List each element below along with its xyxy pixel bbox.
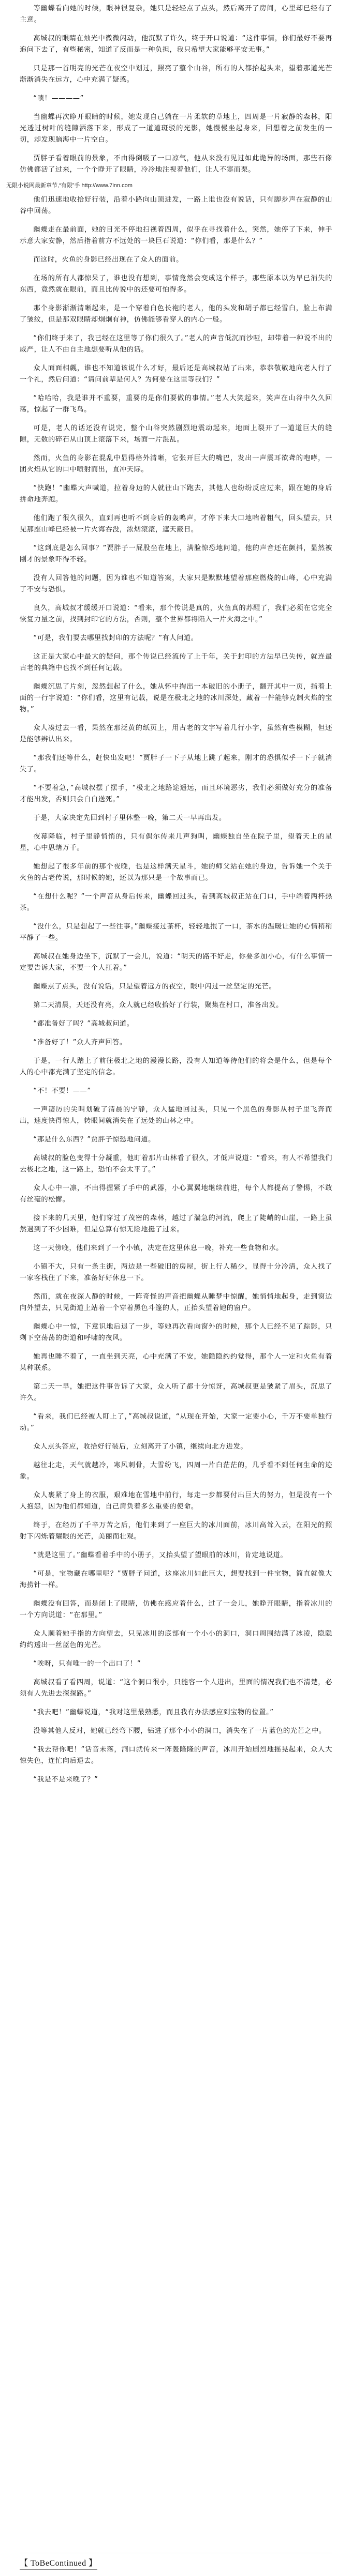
paragraph: 众人面面相觑，谁也不知道该说什么才好，最后还是高城叔站了出来，恭恭敬敬地向老人行了一个礼，然后问道：“请问前辈是何人？为何要在这里等我们？” [20,364,332,384]
paragraph: 众人凑过去一看，果然在那泛黄的纸页上，用古老的文字写着几行小字，虽然有些模糊，但还是能够辨认出来。 [20,724,332,743]
paragraph: 高城叔在她身边坐下，沉默了一会儿，说道：“明天的路不好走，你要多加小心，有什么事情一定要告诉大家，不要一个人扛着。” [20,953,332,972]
paragraph: 幽蝶点了点头，没有说话，只是望着远方的夜空，眼中闪过一丝坚定的光芒。 [33,983,276,990]
paragraph: 接下来的几天里，他们穿过了茂密的森林，越过了湍急的河流，爬上了陡峭的山崖，一路上虽然遇到了不少困难，但是总算有惊无险地挺了过来。 [20,1214,332,1233]
paragraph: “这到底是怎么回事？”贾胖子一屁股坐在地上，满脸惊恐地问道，他的声音还在颤抖，显然被刚才的景象吓得不轻。 [20,544,332,563]
paragraph: “啧！————” [33,95,84,102]
paragraph: 而这时，火鱼的身影已经出现在了众人的面前。 [33,256,183,264]
paragraph: 高城叔的眼睛在烛光中微微闪动，他沉默了许久，终于开口说道：“这件事情，你们最好不要再追问下去了，有些秘密，知道了反而是一种负担，我只希望大家能够平安无事。” [20,35,332,54]
paragraph: 然而，就在夜深人静的时候，一阵奇怪的声音把幽蝶从睡梦中惊醒，她悄悄地起身，走到窗边向外望去，只见街道上站着一个穿着黑色斗篷的人，正抬头望着她的窗户。 [20,1293,332,1312]
paragraph: 然而，火鱼的身影在混乱中显得格外清晰，它张开巨大的嘴巴，发出一声震耳欲聋的咆哮，一团火焰从它的口中喷射而出，直冲天际。 [20,454,332,474]
paragraph: 那个身影渐渐清晰起来，是一个穿着白色长袍的老人，他的头发和胡子都已经雪白，脸上布满了皱纹，但是那双眼睛却炯炯有神，仿佛能够看穿人的内心一般。 [20,304,332,324]
paragraph: 她再也睡不着了，一直坐到天亮，心中充满了不安，她隐隐约约觉得，那个人一定和火鱼有着某种联系。 [20,1353,332,1372]
paragraph: 等幽蝶看向她的时候，眼神很复杂，她只是轻轻点了点头，然后离开了房间，心里却已经有了主意。 [20,5,332,24]
paragraph: “不要着急，”高城叔摆了摆手，“极北之地路途遥远，而且环境恶劣，我们必须做好充分的准备才能出发，否则只会白白送死。” [20,784,332,803]
paragraph: 高城叔的脸色变得十分凝重，他盯着那片山林看了很久，才低声说道：“看来，有人不希望我们去极北之地，这一路上，恐怕不会太平了。” [20,1154,332,1173]
paragraph: 幽蝶走在最前面，她的目光不停地扫视着四周，似乎在寻找着什么，突然，她停了下来，伸手示意大家安静，然后指着前方不远处的一块巨石说道：“你们看，那是什么？” [20,226,332,245]
paragraph: “不！不要！——” [33,1087,91,1095]
paragraph: “快跑！”幽蝶大声喊道，拉着身边的人就往山下跑去，其他人也纷纷反应过来，跟在她的身后拼命地奔跑。 [20,484,332,504]
paragraph: 越往北走，天气就越冷，寒风刺骨，大雪纷飞，四周一片白茫茫的，几乎看不到任何生命的迹象。 [20,1461,332,1481]
paragraph: “我去帮你吧！”话音未落，洞口就传来一阵轰隆隆的声音，冰川开始剧烈地摇晃起来，众人大惊失色，连忙向后退去。 [20,1746,332,1765]
paragraph: “可是，宝物藏在哪里呢？”贾胖子问道，这座冰川如此巨大，想要找到一件宝物，简直就像大海捞针一样。 [20,1570,332,1589]
paragraph: “看来，我们已经被人盯上了，”高城叔说道，“从现在开始，大家一定要小心，千万不要单独行动。” [20,1413,332,1432]
paragraph: 当幽蝶再次睁开眼睛的时候，她发现自己躺在一片柔软的草地上，四周是一片寂静的森林，阳光透过树叶的缝隙洒落下来，形成了一道道斑驳的光影，她慢慢坐起身来，回想着之前发生的一切，却发现脑海中一片空白。 [20,113,332,144]
paragraph: “可是，我们要去哪里找封印的方法呢？”有人问道。 [33,634,198,642]
paragraph: 良久，高城叔才缓缓开口说道：“看来，那个传说是真的，火鱼真的苏醒了，我们必须在它完全恢复力量之前，找到封印它的方法，否则，整个世界都将陷入一片火海之中。” [20,604,332,623]
paragraph: 这正是大家心中最大的疑问，那个传说已经流传了上千年，关于封印的方法早已失传，就连最古老的典籍中也找不到任何记载。 [20,653,332,672]
paragraph: 小镇不大，只有一条主街，两边是一些破旧的房屋，街上行人稀少，显得十分冷清，众人找了一家客栈住了下来，准备好好休息一下。 [20,1263,332,1282]
paragraph: 于是，大家决定先回到村子里休整一晚，第二天一早再出发。 [33,814,226,822]
paragraph: “在想什么呢？”一个声音从身后传来，幽蝶回过头，看到高城叔正站在门口，手中端着两杯热茶。 [20,893,332,912]
paragraph: “就是这里了。”幽蝶看着手中的小册子，又抬头望了望眼前的冰川，肯定地说道。 [33,1551,288,1559]
paragraph: 众人顺着她手指的方向望去，只见冰川的底部有一个小小的洞口，洞口周围结满了冰凌，隐隐约约透出一丝蓝色的光芒。 [20,1630,332,1649]
paragraph: “准备好了！”众人齐声回答。 [33,1039,127,1046]
paragraph: 他们迅速地收拾好行装，沿着小路向山顶进发，一路上谁也没有说话，只有脚步声在寂静的山谷中回荡。 [20,196,332,215]
paragraph: 可是，老人的话还没有说完，整个山谷突然剧烈地震动起来，地面上裂开了一道道巨大的缝隙，无数的碎石从山顶上滚落下来，场面一片混乱。 [20,424,332,444]
paragraph: 他们跑了很久很久，直到再也听不到身后的轰鸣声，才停下来大口地喘着粗气，回头望去，只见那座山峰已经被一片火海吞没，浓烟滚滚，遮天蔽日。 [20,514,332,534]
paragraph: 这一天傍晚，他们来到了一个小镇，决定在这里休息一晚，补充一些食物和水。 [33,1244,283,1252]
site-watermark-link[interactable]: 无限小说网最新章节,“有限”手 http://www.7inn.com [6,182,133,189]
paragraph: “你们终于来了，我已经在这里等了你们很久了。”老人的声音低沉而沙哑，却带着一种说不出的威严，让人不由自主地想要听从他的话。 [20,334,332,354]
paragraph: “那我们还等什么，赶快出发吧！”贾胖子一下子从地上跳了起来，刚才的恐惧似乎一下子就消失了。 [20,754,332,773]
paragraph: 只是那一首明亮的光芒在夜空中划过，照亮了整个山谷，所有的人都抬起头来，望着那道光芒渐渐消失在远方，心中充满了疑惑。 [20,65,332,84]
paragraph: “没什么，只是想起了一些往事。”幽蝶接过茶杯，轻轻地抿了一口，茶水的温暖让她的心情稍稍平静了一些。 [20,923,332,942]
chapter-body [6,3,332,1793]
paragraph: “唉呀，只有唯一的一个出口了！” [33,1660,141,1668]
paragraph: “都准备好了吗？”高城叔问道。 [33,1020,134,1028]
paragraph: 于是，一行人踏上了前往极北之地的漫漫长路，没有人知道等待他们的将会是什么，但是每个人的心中都充满了坚定的信念。 [20,1057,332,1076]
paragraph: 夜幕降临，村子里静悄悄的，只有偶尔传来几声狗叫，幽蝶独自坐在院子里，望着天上的星星，心中思绪万千。 [20,833,332,852]
paragraph: “我是不是来晚了？” [33,1776,98,1784]
paragraph: 众人裹紧了身上的衣服，艰难地在雪地中前行，每走一步都要付出巨大的努力，但是没有一个人抱怨，因为他们都知道，自己肩负着多么重要的使命。 [20,1491,332,1511]
paragraph: 在场的所有人都惊呆了，谁也没有想到，事情竟然会变成这个样子，那些原本以为早已消失的东西，竟然就在眼前，而且比传说中的还要可怕得多。 [20,275,332,294]
paragraph: 第二天清晨，天还没有亮，众人就已经收拾好了行装，聚集在村口，准备出发。 [33,1001,283,1009]
paragraph: 幽蝶沉思了片刻，忽然想起了什么，她从怀中掏出一本破旧的小册子，翻开其中一页，指着上面的一行字说道：“你们看，这里有记载，说是在极北之地的冰川深处，藏着一件能够克制火焰的宝物。” [20,683,332,713]
paragraph: 第二天一早，她把这件事告诉了大家，众人听了都十分惊讶，高城叔更是皱紧了眉头，沉思了许久。 [20,1383,332,1402]
paragraph: 没等其他人反对，她就已经弯下腰，钻进了那个小小的洞口，消失在了一片蓝色的光芒之中。 [33,1727,326,1735]
paragraph: 幽蝶没有回答，而是闭上了眼睛，仿佛在感应着什么，过了一会儿，她睁开眼睛，指着冰川的一个方向说道：“在那里。” [20,1600,332,1619]
paragraph: “那是什么东西？”贾胖子惊恐地问道。 [33,1136,155,1144]
paragraph: 没有人回答他的问题，因为谁也不知道答案，大家只是默默地望着那座燃烧的山峰，心中充满了不安与恐惧。 [20,574,332,593]
paragraph: 幽蝶心中一惊，下意识地后退了一步，等她再次看向窗外的时候，那个人已经不见了踪影，只剩下空荡荡的街道和呼啸的夜风。 [20,1323,332,1342]
paragraph: “我去吧！”幽蝶说道，“我对这里最熟悉，而且我有办法感应到宝物的位置。” [33,1709,274,1716]
paragraph: 高城叔看了看四周，说道：“这个洞口很小，只能容一个人进出，里面的情况我们也不清楚，必须有人先进去探探路。” [20,1679,332,1698]
paragraph: 她想起了很多年前的那个夜晚，也是这样满天星斗，她的师父站在她的身边，告诉她一个关于火鱼的古老传说，那时候的她，还以为那只是一个故事而已。 [20,863,332,882]
paragraph: 众人心中一凛，不由得握紧了手中的武器，小心翼翼地继续前进，每个人都提高了警惕，不敢有丝毫的松懈。 [20,1184,332,1203]
paragraph: 一声凄厉的尖叫划破了清晨的宁静，众人猛地回过头，只见一个黑色的身影从村子里飞奔而出，速度快得惊人，转眼间就消失在了远处的山林之中。 [20,1106,332,1125]
paragraph: “哈哈哈，我是谁并不重要，重要的是你们要做的事情。”老人大笑起来，笑声在山谷中久久回荡，惊起了一群飞鸟。 [20,394,332,414]
to-be-continued-label: 【 ToBeContinued 】 [20,2556,97,2570]
paragraph: 贾胖子看着眼前的景象，不由得倒吸了一口凉气，他从来没有见过如此诡异的场面，那些石像仿佛都活了过来，一个个睁开了眼睛，冷冷地注视着他们，让人不寒而栗。 [20,155,332,174]
paragraph: 终于，在经历了千辛万苦之后，他们来到了一座巨大的冰川面前，冰川高耸入云，在阳光的照射下闪烁着耀眼的光芒，美丽而壮观。 [20,1521,332,1541]
paragraph: 众人点头答应，收拾好行装后，立刻离开了小镇，继续向北方进发。 [33,1443,248,1451]
